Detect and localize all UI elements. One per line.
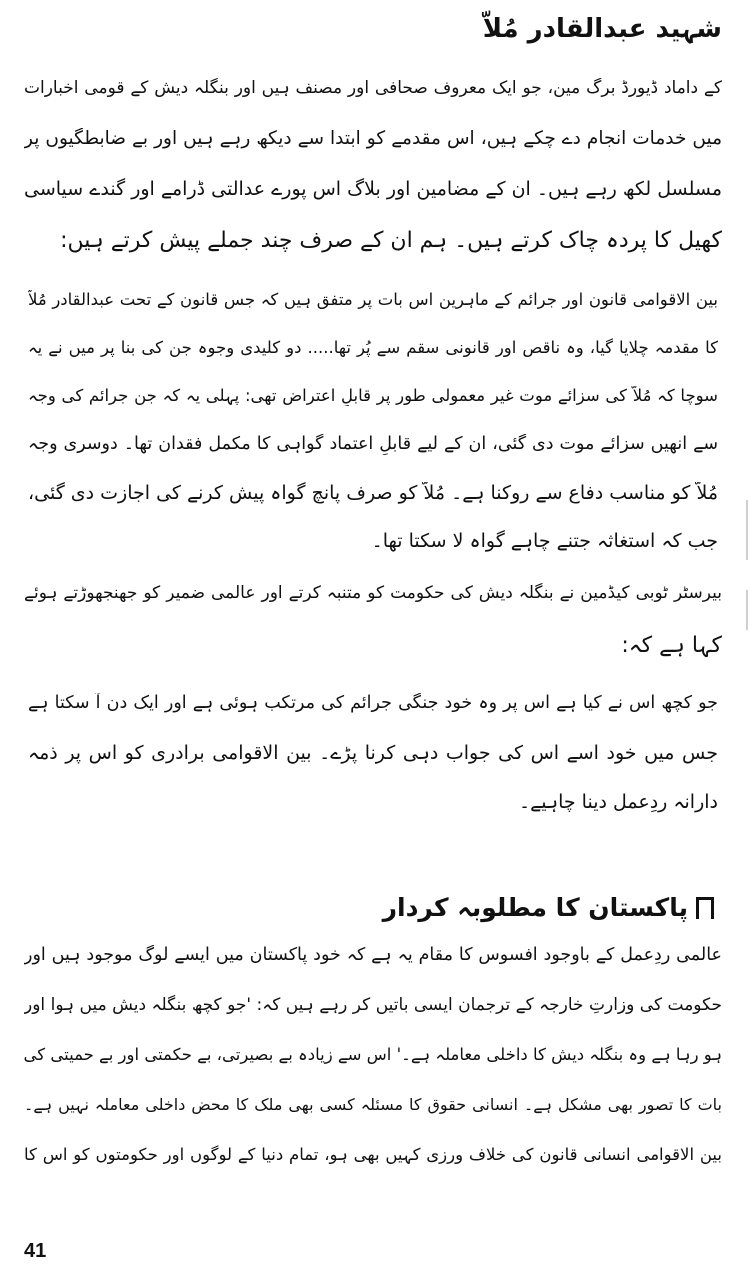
paragraph-line: کہا ہے کہ: [621, 633, 722, 658]
quote-line: کا مقدمہ چلایا گیا، وہ ناقص اور قانونی سقم سے پُر تھا..... دو کلیدی وجوہ جن کی بنا پر میں نے یہ [28, 338, 718, 357]
paragraph-line: عالمی ردِعمل کے باوجود افسوس کا مقام یہ ہے کہ خود پاکستان میں ایسے لوگ موجود ہیں اور [24, 945, 722, 965]
quote-line: سوچا کہ مُلاّ کی سزائے موت غیر معمولی طور پر قابلِ اعتراض تھی: پہلی یہ کہ جن جرائم کی وجہ [28, 386, 718, 405]
section-heading-text: پاکستان کا مطلوبہ کردار [382, 893, 688, 922]
paragraph-line: بیرسٹر ٹوبی کیڈمین نے بنگلہ دیش کی حکومت کو متنبہ کرتے اور عالمی ضمیر کو جھنجھوڑتے ہوئے [24, 583, 722, 603]
paragraph-line: میں خدمات انجام دے چکے ہیں، اس مقدمے کو ابتدا سے دیکھ رہے ہیں اور بے ضابطگیوں پر [24, 128, 722, 149]
quote-line: جب کہ استغاثہ جتنے چاہے گواہ لا سکتا تھا۔ [371, 530, 718, 552]
paragraph-line: کھیل کا پردہ چاک کرتے ہیں۔ ہم ان کے صرف چند جملے پیش کرتے ہیں: [60, 228, 722, 253]
paragraph-line: مسلسل لکھ رہے ہیں۔ ان کے مضامین اور بلاگ اس پورے عدالتی ڈرامے اور گندے سیاسی [24, 178, 722, 200]
heading-square-icon [696, 897, 714, 919]
paragraph-line: کے داماد ڈیورڈ برگ مین، جو ایک معروف صحافی اور مصنف ہیں اور بنگلہ دیش کے قومی اخبارات [24, 78, 722, 98]
paragraph-line: بین الاقوامی انسانی قانون کی خلاف ورزی کہیں بھی ہو، تمام دنیا کے لوگوں اور حکومتوں کو اس کا [24, 1145, 722, 1164]
quote-line: دارانہ ردِعمل دینا چاہیے۔ [518, 791, 718, 813]
scan-edge-mark [746, 500, 748, 560]
paragraph-line: بات کا تصور بھی مشکل ہے۔ انسانی حقوق کا مسئلہ کسی بھی ملک کا محض داخلی معاملہ نہیں ہے۔ [24, 1095, 722, 1114]
scan-edge-mark [746, 590, 748, 630]
quote-line: سے انھیں سزائے موت دی گئی، ان کے لیے قابلِ اعتماد گواہی کا مکمل فقدان تھا۔ دوسری وجہ [28, 434, 718, 454]
running-head: شہید عبدالقادر مُلاّ [482, 14, 722, 44]
paragraph-line: حکومت کی وزارتِ خارجہ کے ترجمان ایسی باتیں کر رہے ہیں کہ: 'جو کچھ بنگلہ دیش میں ہوا اور [24, 995, 722, 1015]
section-heading [383, 893, 714, 922]
quote-line: جس میں خود اسے اس کی جواب دہی کرنا پڑے۔ بین الاقوامی برادری کو اس پر ذمہ [28, 742, 718, 764]
quote-line: جو کچھ اس نے کیا ہے اس پر وہ خود جنگی جرائم کی مرتکب ہوئی ہے اور ایک دن آ سکتا ہے [28, 693, 718, 713]
quote-line: بین الاقوامی قانون اور جرائم کے ماہرین اس بات پر متفق ہیں کہ جس قانون کے تحت عبدالقادر مُلاّ [28, 290, 718, 309]
quote-line: مُلاّ کو مناسب دفاع سے روکنا ہے۔ مُلاّ کو صرف پانچ گواہ پیش کرنے کی اجازت دی گئی، [28, 482, 718, 504]
paragraph-line: ہو رہا ہے وہ بنگلہ دیش کا داخلی معاملہ ہے۔' اس سے زیادہ بے بصیرتی، بے حکمتی اور بے حمیتی کی [24, 1045, 722, 1064]
page-number: 41 [24, 1240, 47, 1262]
